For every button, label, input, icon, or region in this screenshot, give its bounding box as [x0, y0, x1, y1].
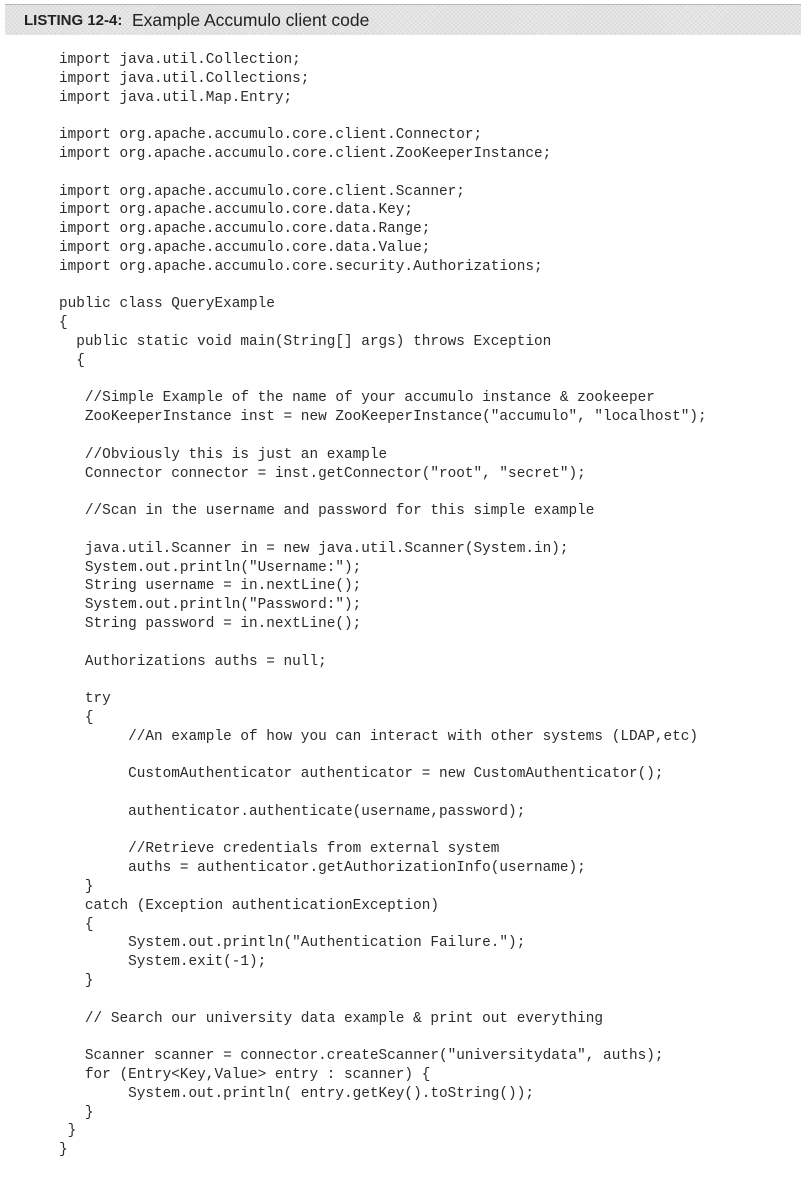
code-line — [59, 427, 707, 446]
code-line: try — [59, 691, 111, 708]
code-line: CustomAuthenticator authenticator = new CustomAuthenticator(); — [59, 766, 664, 783]
code-line: System.out.println("Username:"); — [59, 559, 362, 576]
code-line — [59, 822, 707, 841]
code-line: { — [59, 352, 85, 369]
code-line — [59, 671, 707, 690]
code-line — [59, 107, 707, 126]
code-line — [59, 483, 707, 502]
listing-title: Example Accumulo client code — [132, 10, 370, 30]
code-line — [59, 991, 707, 1010]
code-line: { — [59, 315, 68, 332]
code-line: //Scan in the username and password for this simple example — [59, 503, 595, 520]
code-line — [59, 746, 707, 765]
code-line: String username = in.nextLine(); — [59, 578, 362, 595]
code-line: System.out.println("Authentication Failure."); — [59, 935, 526, 952]
code-line: catch (Exception authenticationException) — [59, 897, 439, 914]
code-line: { — [59, 709, 94, 726]
code-line: //Retrieve credentials from external system — [59, 841, 500, 858]
code-line: import org.apache.accumulo.core.data.Key; — [59, 202, 414, 219]
code-line: // Search our university data example & print out everything — [59, 1010, 604, 1027]
listing-label: LISTING 12-4: — [24, 12, 123, 29]
code-line: import org.apache.accumulo.core.security.Authorizations; — [59, 258, 543, 275]
code-line: import org.apache.accumulo.core.data.Value; — [59, 239, 431, 256]
code-line: for (Entry<Key,Value> entry : scanner) { — [59, 1067, 431, 1084]
code-line: import java.util.Collections; — [59, 70, 310, 87]
code-line: authenticator.authenticate(username,password); — [59, 803, 526, 820]
code-line: public static void main(String[] args) throws Exception — [59, 333, 552, 350]
code-line: import java.util.Map.Entry; — [59, 89, 293, 106]
code-line: import org.apache.accumulo.core.client.Scanner; — [59, 183, 465, 200]
code-line — [59, 634, 707, 653]
code-listing — [59, 51, 707, 1160]
code-line: Scanner scanner = connector.createScanner("universitydata", auths); — [59, 1048, 664, 1065]
code-line: } — [59, 973, 94, 990]
code-line — [59, 521, 707, 540]
code-line: //An example of how you can interact with other systems (LDAP,etc) — [59, 728, 699, 745]
code-line: import org.apache.accumulo.core.client.Connector; — [59, 127, 483, 144]
code-line: import org.apache.accumulo.core.data.Range; — [59, 221, 431, 238]
code-line: } — [59, 879, 94, 896]
code-line: ZooKeeperInstance inst = new ZooKeeperInstance("accumulo", "localhost"); — [59, 409, 707, 426]
code-line: import org.apache.accumulo.core.client.ZooKeeperInstance; — [59, 145, 552, 162]
code-line: public class QueryExample — [59, 296, 275, 313]
listing-header — [5, 4, 801, 35]
code-line: String password = in.nextLine(); — [59, 615, 362, 632]
code-line: import java.util.Collection; — [59, 52, 301, 68]
code-line: java.util.Scanner in = new java.util.Scanner(System.in); — [59, 540, 569, 557]
code-line: } — [59, 1123, 77, 1140]
code-line — [59, 164, 707, 183]
code-line: } — [59, 1142, 68, 1159]
code-line: Connector connector = inst.getConnector("root", "secret"); — [59, 465, 586, 482]
code-line: } — [59, 1104, 94, 1121]
code-line: { — [59, 916, 94, 933]
code-line — [59, 784, 707, 803]
code-line: //Simple Example of the name of your accumulo instance & zookeeper — [59, 390, 655, 407]
code-line — [59, 277, 707, 296]
code-line: System.out.println( entry.getKey().toString()); — [59, 1085, 534, 1102]
code-line — [59, 1028, 707, 1047]
code-line: Authorizations auths = null; — [59, 653, 327, 670]
code-line: //Obviously this is just an example — [59, 446, 388, 463]
code-line: System.exit(-1); — [59, 954, 267, 971]
code-line — [59, 371, 707, 390]
code-line: auths = authenticator.getAuthorizationInfo(username); — [59, 860, 586, 877]
code-line: System.out.println("Password:"); — [59, 597, 362, 614]
